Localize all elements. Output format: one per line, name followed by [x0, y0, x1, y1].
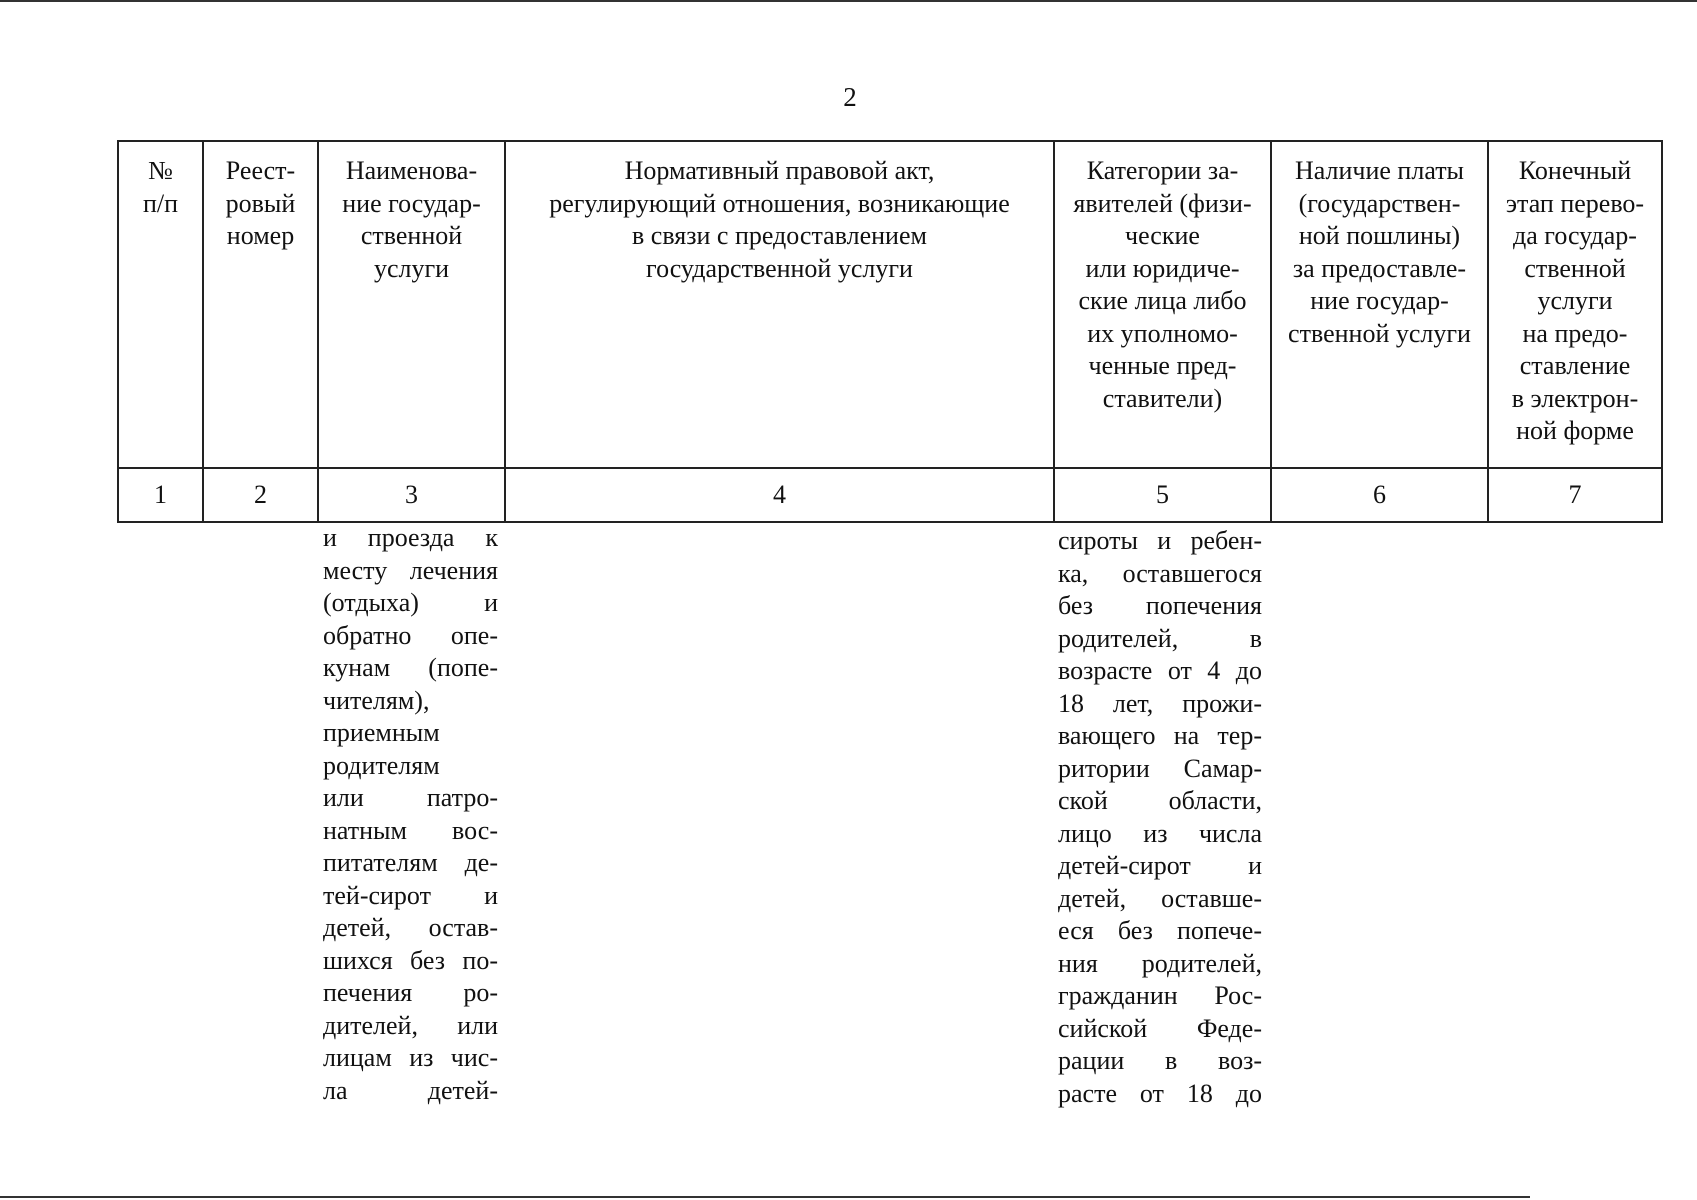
column-number-2: 2: [203, 468, 318, 522]
header-line: Реест-: [225, 156, 296, 185]
header-line: ровый: [225, 188, 296, 218]
header-cell-2: [203, 141, 318, 468]
page-number: 2: [843, 82, 857, 112]
text-line: месту лечения: [323, 555, 498, 585]
header-line: (государствен-: [1298, 188, 1461, 218]
text-line: еся без попече-: [1058, 916, 1262, 945]
text-line: или патро-: [323, 783, 498, 812]
text-line: обратно опе-: [323, 620, 498, 650]
header-line: да государ-: [1513, 221, 1637, 250]
text-line: (отдыха) и: [323, 588, 498, 617]
column-number-row: [118, 468, 1662, 522]
header-line: ставление: [1519, 351, 1631, 380]
header-line: этап перево-: [1505, 188, 1645, 218]
column-number-1: 1: [118, 468, 203, 522]
header-line: за предоставле-: [1292, 253, 1467, 283]
header-cell-3: [318, 141, 505, 468]
text-line: детей, остав-: [323, 913, 498, 942]
bottom-border-line: [0, 1196, 1530, 1198]
header-line: Наименова-: [345, 156, 478, 185]
text-line: детей-сирот и: [1058, 851, 1262, 880]
text-line: родителям: [323, 750, 440, 780]
text-line: гражданин Рос-: [1058, 981, 1262, 1010]
text-line: ка, оставшегося: [1058, 558, 1262, 588]
text-line: ритории Самар-: [1058, 753, 1262, 783]
header-line: ной пошлины): [1298, 221, 1461, 250]
header-cell-1: [118, 141, 203, 468]
header-line: ние государ-: [342, 188, 481, 218]
text-line: печения ро-: [323, 978, 498, 1007]
header-row: [118, 141, 1662, 468]
header-line: государственной услуги: [646, 253, 913, 283]
header-cell-5: [1054, 141, 1271, 468]
header-line: в связи с предоставлением: [632, 221, 927, 250]
header-line: ственной: [1524, 253, 1626, 283]
column-number-3: 3: [318, 468, 505, 522]
header-line: ние государ-: [1310, 286, 1449, 315]
header-line: Конечный: [1518, 156, 1632, 185]
header-line: ческие: [1125, 221, 1200, 250]
column-number-7: 7: [1488, 468, 1662, 522]
text-line: сийской Феде-: [1058, 1013, 1262, 1043]
text-line: рации в воз-: [1058, 1046, 1262, 1075]
text-line: 18 лет, прожи-: [1058, 688, 1262, 718]
text-line: без попечения: [1058, 591, 1262, 620]
text-line: лицо из числа: [1058, 818, 1262, 848]
column-number-6: 6: [1271, 468, 1488, 522]
header-line: Наличие платы: [1294, 156, 1465, 185]
text-line: родителей, в: [1058, 623, 1262, 653]
text-line: и проезда к: [323, 523, 498, 552]
text-line: приемным: [323, 718, 440, 747]
header-line: регулирующий отношения, возникающие: [549, 188, 1010, 218]
header-line: на предо-: [1522, 318, 1628, 348]
header-line: №: [148, 156, 173, 185]
header-cell-7: [1488, 141, 1662, 468]
services-table: [117, 140, 1663, 523]
text-line: лицам из чис-: [323, 1043, 498, 1072]
text-line: вающего на тер-: [1058, 721, 1262, 750]
text-line: сироты и ребен-: [1058, 526, 1262, 555]
header-line: Категории за-: [1086, 156, 1239, 185]
text-line: детей, оставше-: [1058, 883, 1262, 913]
header-line: п/п: [142, 188, 179, 218]
header-line: ственной услуги: [1288, 318, 1471, 348]
header-line: их уполномо-: [1087, 318, 1238, 348]
text-line: чителям),: [323, 685, 430, 715]
header-line: ставители): [1102, 383, 1223, 413]
text-line: расте от 18 до: [1058, 1078, 1262, 1108]
text-line: возрасте от 4 до: [1058, 656, 1262, 685]
header-line: ной форме: [1516, 416, 1634, 445]
top-border-line: [0, 0, 1697, 2]
text-line: дителей, или: [323, 1010, 498, 1040]
text-line: шихся без по-: [323, 945, 498, 975]
text-line: ской области,: [1058, 786, 1262, 815]
text-line: тей-сирот и: [323, 880, 498, 910]
header-line: ченные пред-: [1088, 351, 1237, 380]
text-line: натным вос-: [323, 815, 498, 845]
column-number-5: 5: [1054, 468, 1271, 522]
header-line: номер: [226, 221, 295, 250]
text-line: ния родителей,: [1058, 948, 1262, 978]
column-number-4: 4: [505, 468, 1054, 522]
header-cell-6: [1271, 141, 1488, 468]
header-line: или юридиче-: [1085, 253, 1240, 283]
header-line: Нормативный правовой акт,: [624, 156, 935, 185]
header-line: услуги: [373, 253, 450, 283]
text-line: ла детей-: [323, 1075, 498, 1105]
header-cell-4: [505, 141, 1054, 468]
service-name-continuation: [323, 522, 498, 1107]
header-line: ские лица либо: [1078, 286, 1247, 315]
text-line: кунам (попе-: [323, 653, 498, 682]
header-line: в электрон-: [1511, 383, 1639, 413]
header-line: явителей (физи-: [1073, 188, 1252, 218]
header-line: услуги: [1537, 286, 1613, 315]
text-line: питателям де-: [323, 848, 498, 877]
applicant-category-continuation: [1058, 525, 1262, 1110]
header-line: ственной: [360, 221, 463, 250]
